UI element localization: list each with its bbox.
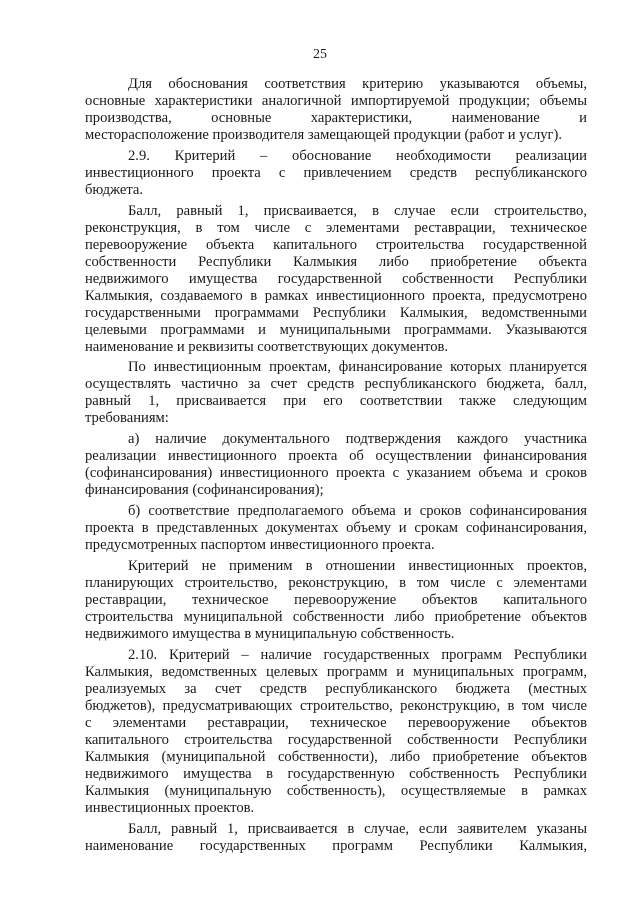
text-line: основные характеристики аналогичной импортируемой продукции; объемы xyxy=(85,93,587,109)
text-line: собственности Республики Калмыкия либо приобретение объекта xyxy=(85,254,587,270)
text-line: Балл, равный 1, присваивается, в случае если строительство, xyxy=(128,203,587,219)
text-line: недвижимого имущества в государственную собственность Республики xyxy=(85,766,587,782)
text-line: а) наличие документального подтверждения каждого участника xyxy=(128,431,587,447)
text-line: бюджетов), предусматривающих строительство, реконструкцию, в том числе xyxy=(85,698,587,714)
text-line: перевооружение объекта капитального строительства государственной xyxy=(85,237,587,253)
text-line: б) соответствие предполагаемого объема и сроков софинансирования xyxy=(128,503,587,519)
text-line: наименование и реквизиты соответствующих документов. xyxy=(85,339,449,355)
text-line: недвижимого имущества в муниципальную собственность. xyxy=(85,626,455,642)
text-line: Калмыкия (муниципальной собственности), либо приобретение объектов xyxy=(85,749,587,765)
text-line: реконструкция, в том числе с элементами реставрации, техническое xyxy=(85,220,587,236)
text-line: реставрации, техническое перевооружение объектов капитального xyxy=(85,592,587,608)
page-number: 25 xyxy=(313,47,327,62)
text-line: Критерий не применим в отношении инвестиционных проектов, xyxy=(128,558,587,574)
text-line: бюджета. xyxy=(85,182,144,198)
text-line: капитального строительства государственной собственности Республики xyxy=(85,732,587,748)
text-line: планирующих строительство, реконструкцию, в том числе с элементами xyxy=(85,575,587,591)
text-line: Для обоснования соответствия критерию указываются объемы, xyxy=(128,76,587,92)
text-line: инвестиционного проекта с привлечением средств республиканского xyxy=(85,165,587,181)
text-line: По инвестиционным проектам, финансирование которых планируется xyxy=(128,359,587,375)
text-line: реализуемых за счет средств республиканского бюджета (местных xyxy=(85,681,587,697)
text-line: государственными программами Республики Калмыкия, ведомственными xyxy=(85,305,587,321)
text-line: строительства муниципальной собственности либо приобретение объектов xyxy=(85,609,587,625)
text-line: (софинансирования) инвестиционного проекта с указанием объема и сроков xyxy=(85,465,587,481)
text-line: инвестиционных проектов. xyxy=(85,800,255,816)
text-line: Калмыкия, ведомственных целевых программ и муниципальных программ, xyxy=(85,664,587,680)
text-line: финансирования (софинансирования); xyxy=(85,482,324,498)
text-line: осуществлять частично за счет средств республиканского бюджета, балл, xyxy=(85,376,587,392)
text-line: 2.9. Критерий – обоснование необходимости реализации xyxy=(128,148,587,164)
text-line: требованиям: xyxy=(85,410,169,426)
text-line: недвижимого имущества государственной собственности Республики xyxy=(85,271,587,287)
text-line: равный 1, присваивается при его соответствии также следующим xyxy=(85,393,587,409)
text-line: с элементами реставрации, техническое перевооружение объектов xyxy=(85,715,587,731)
text-line: производства, основные характеристики, наименование и xyxy=(85,110,587,126)
text-line: наименование государственных программ Республики Калмыкия, xyxy=(85,838,587,854)
text-line: Калмыкия, создаваемого в рамках инвестиционного проекта, предусмотрено xyxy=(85,288,587,304)
text-line: реализации инвестиционного проекта об осуществлении финансирования xyxy=(85,448,587,464)
text-line: Балл, равный 1, присваивается в случае, если заявителем указаны xyxy=(128,821,587,837)
text-line: 2.10. Критерий – наличие государственных программ Республики xyxy=(128,647,587,663)
text-line: проекта в представленных документах объему и срокам софинансирования, xyxy=(85,520,587,536)
text-line: целевыми программами и муниципальными программами. Указываются xyxy=(85,322,587,338)
text-line: Калмыкия (муниципальную собственность), осуществляемые в рамках xyxy=(85,783,587,799)
text-line: предусмотренных паспортом инвестиционного проекта. xyxy=(85,537,435,553)
text-line: месторасположение производителя замещающей продукции (работ и услуг). xyxy=(85,127,563,143)
